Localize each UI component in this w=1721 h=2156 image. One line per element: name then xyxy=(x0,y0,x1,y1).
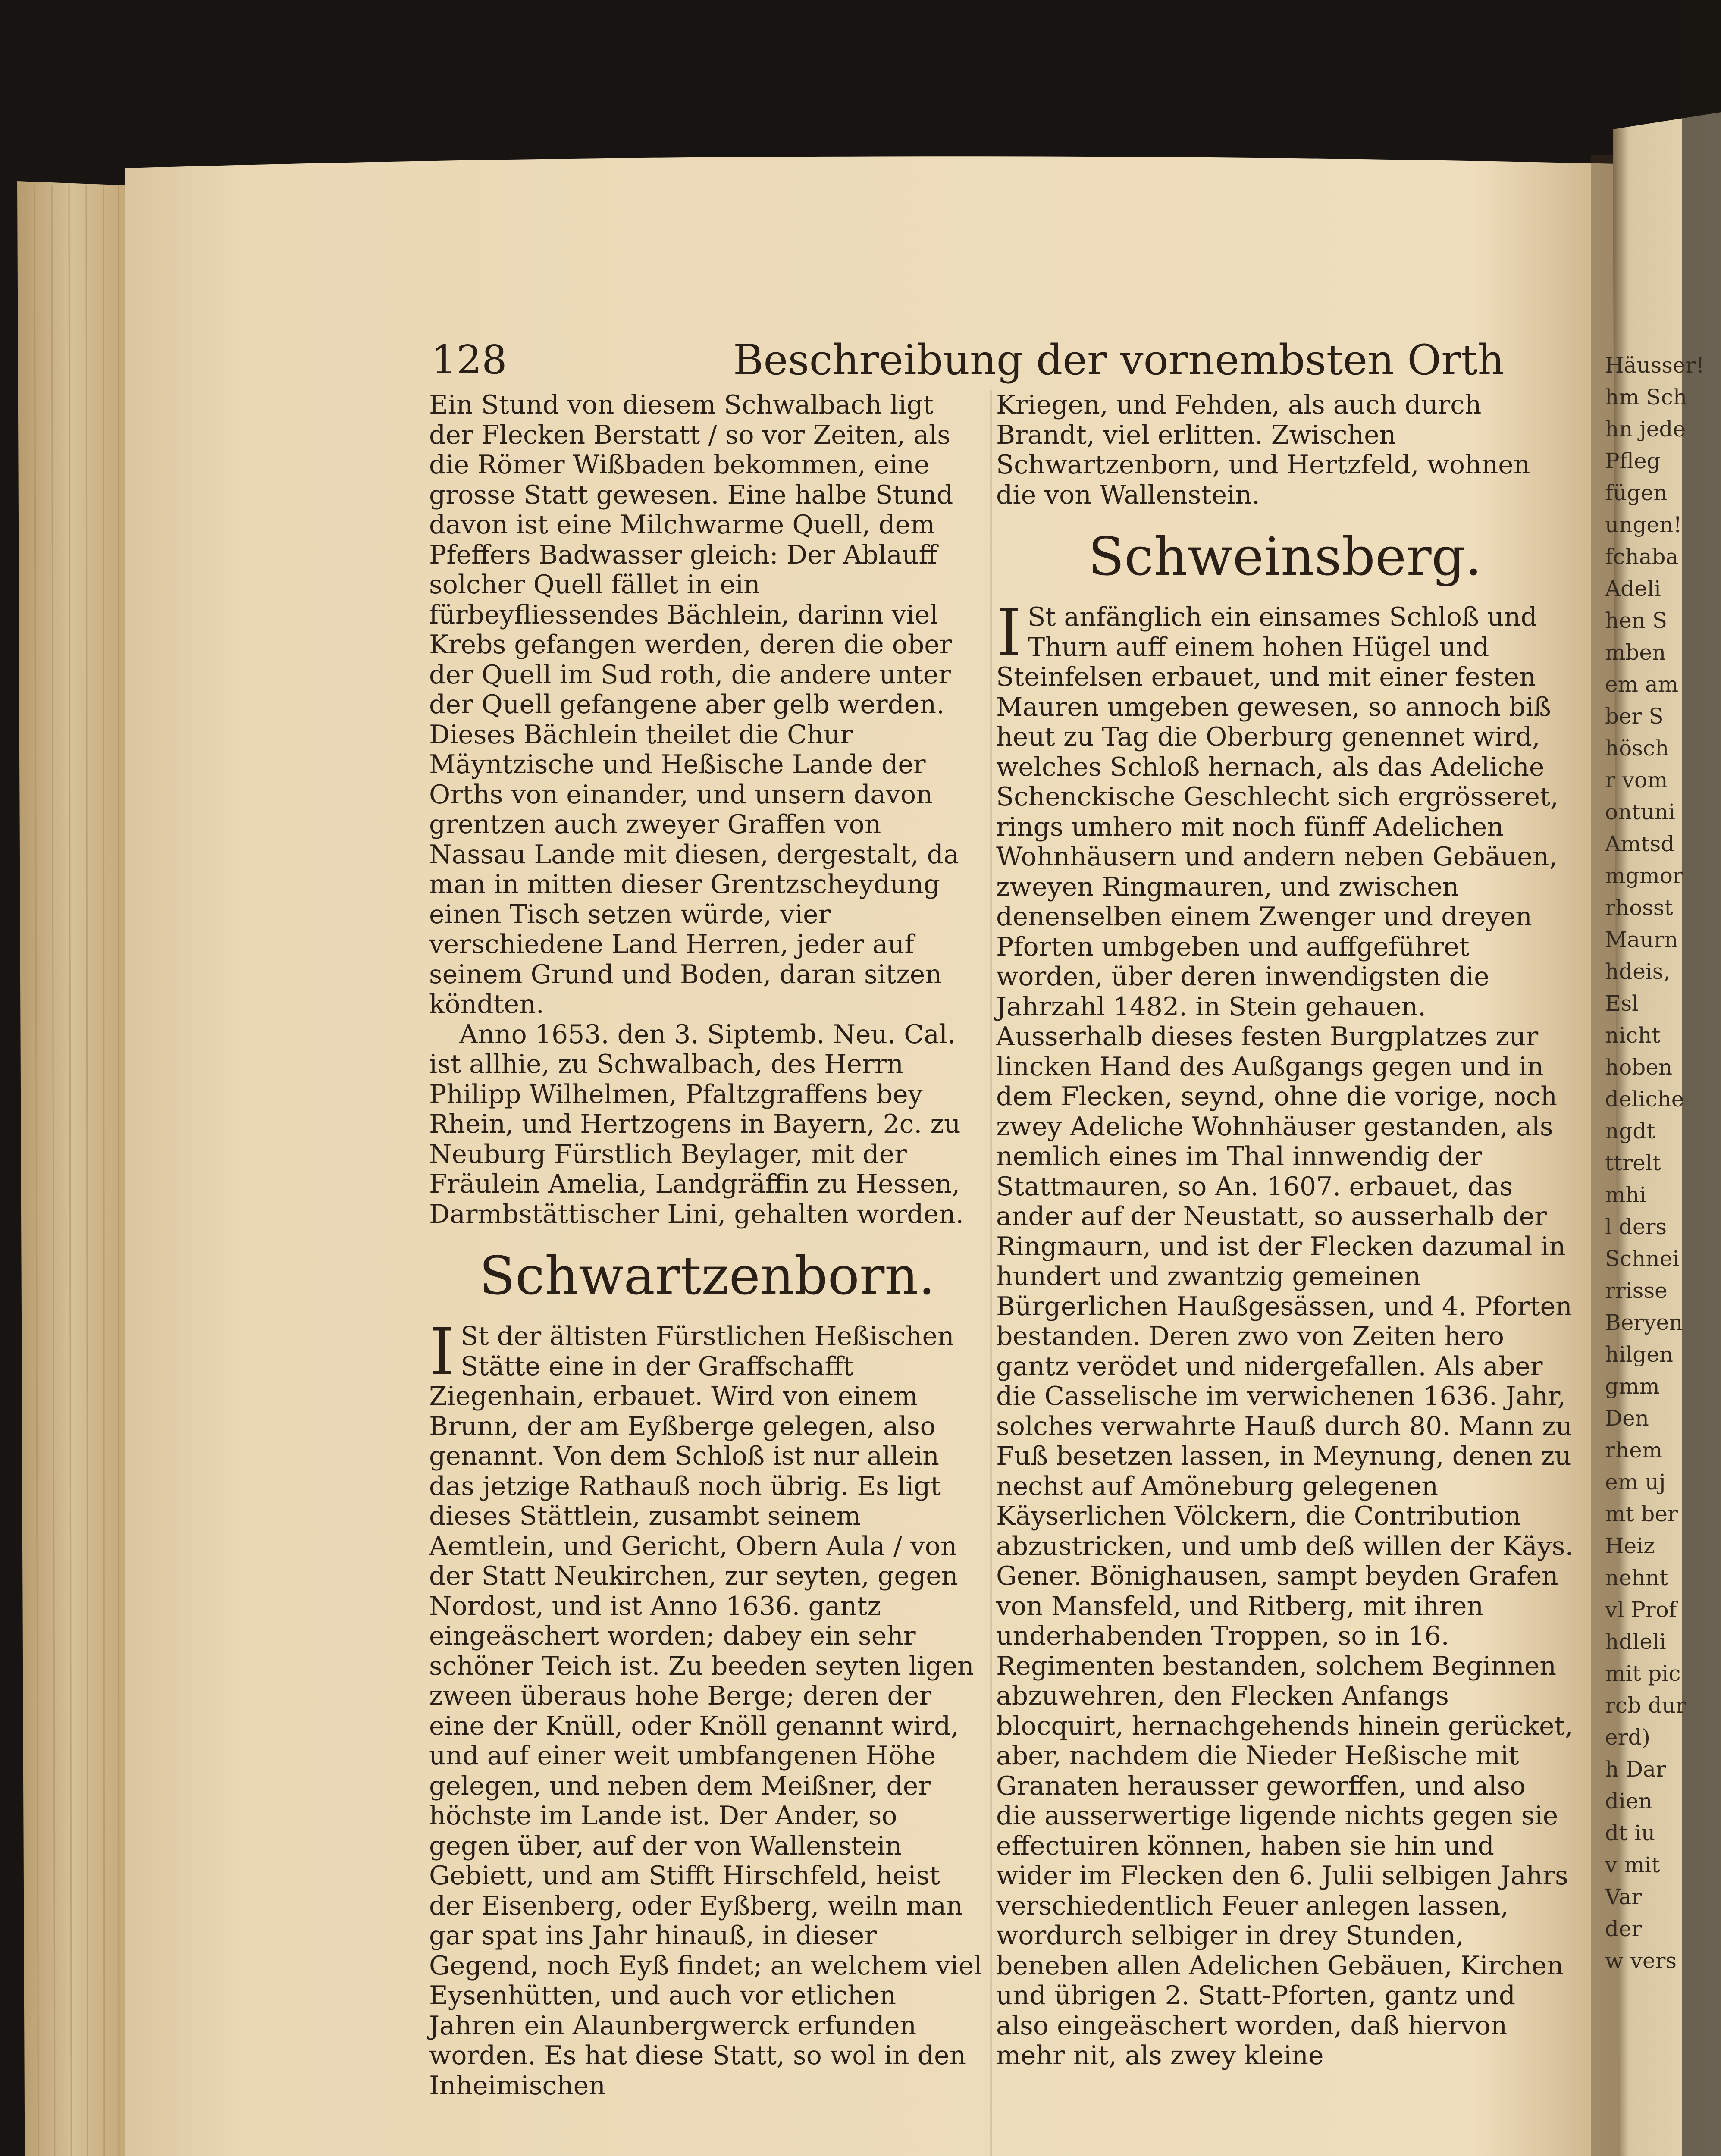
section-title-schweinsberg: Schweinsberg. xyxy=(1088,526,1482,587)
fragment-line: dt iu xyxy=(1605,1821,1655,1846)
fragment-line: hdleli xyxy=(1605,1629,1666,1654)
fragment-line: em am xyxy=(1605,672,1679,697)
fragment-line: w vers xyxy=(1605,1948,1677,1973)
fragment-line: Maurn xyxy=(1605,927,1678,952)
paragraph-anno-1653: Anno 1653. den 3. Siptemb. Neu. Cal. ist allhie, zu Schwalbach, des Herrn Philipp Wilhelmen, Pfaltzgraffens bey Rhein, und Hertzogens in Bayern, 2c. zu Neuburg Fürstlich Beylager, mit der Fräulein Amelia, Landgräffin zu Hessen, Darmbstättischer Lini, gehalten worden. xyxy=(429,1019,964,1229)
fragment-line: ttrelt xyxy=(1605,1150,1661,1175)
section-title-schwartzenborn: Schwartzenborn. xyxy=(479,1245,935,1307)
fragment-line: gmm xyxy=(1605,1374,1660,1399)
fragment-line: rrisse xyxy=(1605,1278,1668,1303)
page-header xyxy=(431,328,1574,392)
fragment-line: hm Sch xyxy=(1605,385,1687,410)
left-column xyxy=(429,390,985,2101)
fragment-line: erd) xyxy=(1605,1725,1651,1750)
fragment-line: hen S xyxy=(1605,608,1668,633)
fragment-line: Den xyxy=(1605,1406,1649,1431)
fragment-line: hösch xyxy=(1605,736,1669,761)
fragment-line: em uj xyxy=(1605,1470,1666,1495)
fragment-line: deliche xyxy=(1605,1087,1684,1112)
fragment-line: Beryen xyxy=(1605,1310,1683,1335)
fragment-line: ungen! xyxy=(1605,512,1682,537)
paragraph-schwalbach: Ein Stund von diesem Schwalbach ligt der Flecken Berstatt / so vor Zeiten, als die Römer Wißbaden bekommen, eine grosse Statt gewesen. Eine halbe Stund davon ist eine Milchwarme Quell, dem Pfeffers Badwasser gleich: Der Ablauff solcher Quell fället in ein fürbeyfliessendes Bächlein, darinn viel Krebs gefangen werden, deren die ober der Quell im Sud roth, die andere unter der Quell gefangene aber gelb werden. Dieses Bächlein theilet die Chur Mäyntzische und Heßische Lande der Orths von einander, und unsern davon grentzen auch zweyer Graffen von Nassau Lande mit diesen, dergestalt, da man in mitten dieser Grentzscheydung einen Tisch setzen würde, vier verschiedene Land Herren, jeder auf seinem Grund und Boden, daran sitzen köndten. xyxy=(429,390,959,1019)
fragment-line: fügen xyxy=(1605,480,1668,505)
running-head: Beschreibung der vornembsten Orth xyxy=(733,336,1505,384)
fragment-line: r vom xyxy=(1605,768,1668,793)
fragment-line: mgmor xyxy=(1605,863,1683,888)
fragment-line: dien xyxy=(1605,1789,1652,1814)
paragraph-text: St der ältisten Fürstlichen Heßischen Stätte eine in der Graffschafft Ziegenhain, erbauet. Wird von einem Brunn, der am Eyßberge gelegen, also genannt. Von dem Schloß ist nur allein das jetzige Rathauß noch übrig. Es ligt dieses Stättlein, zusambt seinem Aemtlein, und Gericht, Obern Aula / von der Statt Neukirchen, zur seyten, gegen Nordost, und ist Anno 1636. gantz eingeäschert worden; dabey ein sehr schöner Teich ist. Zu beeden seyten ligen zween überaus hohe Berge; deren der eine der Knüll, oder Knöll genannt wird, und auf einer weit umbfangenen Höhe gelegen, und neben dem Meißner, der höchste im Lande ist. Der Ander, so gegen über, auf der von Wallenstein Gebiett, und am Stifft Hirschfeld, heist der Eisenberg, oder Eyßberg, weiln man gar spat ins Jahr hinauß, in dieser Gegend, noch Eyß findet; an welchem viel Eysenhütten, und auch vor etlichen Jahren ein Alaunbergwerck erfunden worden. Es hat diese Statt, so wol in den Inheimischen xyxy=(429,1321,982,2101)
fragment-line: mhi xyxy=(1605,1182,1646,1207)
fragment-line: nehnt xyxy=(1605,1565,1668,1590)
fragment-line: rhosst xyxy=(1605,895,1673,920)
fragment-line: Var xyxy=(1605,1884,1642,1909)
fragment-line: rcb dur xyxy=(1605,1693,1686,1718)
paragraph-text: St anfänglich ein einsames Schloß und Thurn auff einem hohen Hügel und Steinfelsen erbauet, und mit einer festen Mauren umgeben gewesen, so annoch biß heut zu Tag die Oberburg genennet wird, welches Schloß hernach, als das Adeliche Schenckische Geschlecht sich ergrösseret, rings umhero mit noch fünff Adelichen Wohnhäusern und andern neben Gebäuen, zweyen Ringmauren, und zwischen denenselben einem Zwenger und dreyen Pforten umbgeben und auffgeführet worden, über deren inwendigsten die Jahrzahl 1482. in Stein gehauen. Ausserhalb dieses festen Burgplatzes zur lincken Hand des Außgangs gegen und in dem Flecken, seynd, ohne die vorige, noch zwey Adeliche Wohnhäuser gestanden, als nemlich eines im Thal innwendig der Stattmauren, so An. 1607. erbauet, das ander auf der Neustatt, so ausserhalb der Ringmaurn, und ist der Flecken dazumal in hundert und zwantzig gemeinen Bürgerlichen Haußgesässen, und 4. Pforten bestanden. Deren zwo von Zeiten hero gantz verödet und nidergefallen. Als aber die Casselische im verwichenen 1636. Jahr, solches verwahrte Hauß durch 80. Mann zu Fuß besetzen lassen, in Meynung, denen zu nechst auf Amöneburg gelegenen Käyserlichen Völckern, die Contribution abzustricken, und umb deß willen der Käys. Gener. Bönighausen, sampt beyden Grafen von Mansfeld, und Ritberg, mit ihren underhabenden Troppen, so in 16. Regimenten bestanden, solchem Beginnen abzuwehren, den Flecken Anfangs blocquirt, hernachgehends hinein gerücket, aber, nachdem die Nieder Heßische mit Granaten herausser geworffen, und also die ausserwertige ligende nichts gegen sie effectuiren können, haben sie hin und wider im Flecken den 6. Julii selbigen Jahrs verschiedentlich Feuer anlegen lassen, wordurch selbiger in drey Stunden, beneben allen Adelichen Gebäuen, Kirchen und übrigen 2. Statt-Pforten, gantz und also eingeäschert worden, daß hiervon mehr nit, als zwey kleine xyxy=(996,602,1574,2071)
fragment-line: ber S xyxy=(1605,704,1664,729)
fragment-line: hoben xyxy=(1605,1055,1673,1080)
fragment-line: rhem xyxy=(1605,1438,1663,1463)
fragment-line: hn jede xyxy=(1605,417,1686,442)
fragment-line: fchaba xyxy=(1605,544,1679,569)
fragment-line: h Dar xyxy=(1605,1757,1666,1782)
fragment-line: ontuni xyxy=(1605,799,1675,824)
page-number: 128 xyxy=(431,337,507,383)
paragraph-continued: Kriegen, und Fehden, als auch durch Brandt, viel erlitten. Zwischen Schwartzenborn, und Hertzfeld, wohnen die von Wallenstein. xyxy=(996,390,1530,510)
fragment-line: der xyxy=(1605,1916,1642,1941)
fragment-line: nicht xyxy=(1605,1023,1661,1048)
paragraph-schwartzenborn xyxy=(429,1315,985,2101)
fragment-line: hdeis, xyxy=(1605,959,1671,984)
fragment-line: Adeli xyxy=(1605,576,1661,601)
fragment-line: Häusser! xyxy=(1605,353,1705,378)
dropcap: I xyxy=(429,1315,455,1390)
fragment-line: l ders xyxy=(1605,1214,1667,1239)
fragment-line: Esl xyxy=(1605,991,1639,1016)
fragment-line: mit pic xyxy=(1605,1661,1681,1686)
fragment-line: Amtsd xyxy=(1605,831,1675,856)
fragment-line: vl Prof xyxy=(1605,1597,1677,1622)
right-column xyxy=(996,390,1574,2071)
fragment-line: Schnei xyxy=(1605,1246,1680,1271)
paragraph-schweinsberg xyxy=(996,595,1574,2071)
fragment-line: Pfleg xyxy=(1605,448,1661,473)
next-page-fragments xyxy=(1605,349,1713,1977)
fragment-line: v mit xyxy=(1605,1852,1660,1877)
fragment-line: hilgen xyxy=(1605,1342,1673,1367)
fragment-line: ngdt xyxy=(1605,1119,1655,1144)
fragment-line: mt ber xyxy=(1605,1501,1678,1526)
dropcap: I xyxy=(996,595,1022,671)
fragment-line: mben xyxy=(1605,640,1666,665)
fragment-line: Heiz xyxy=(1605,1533,1655,1558)
